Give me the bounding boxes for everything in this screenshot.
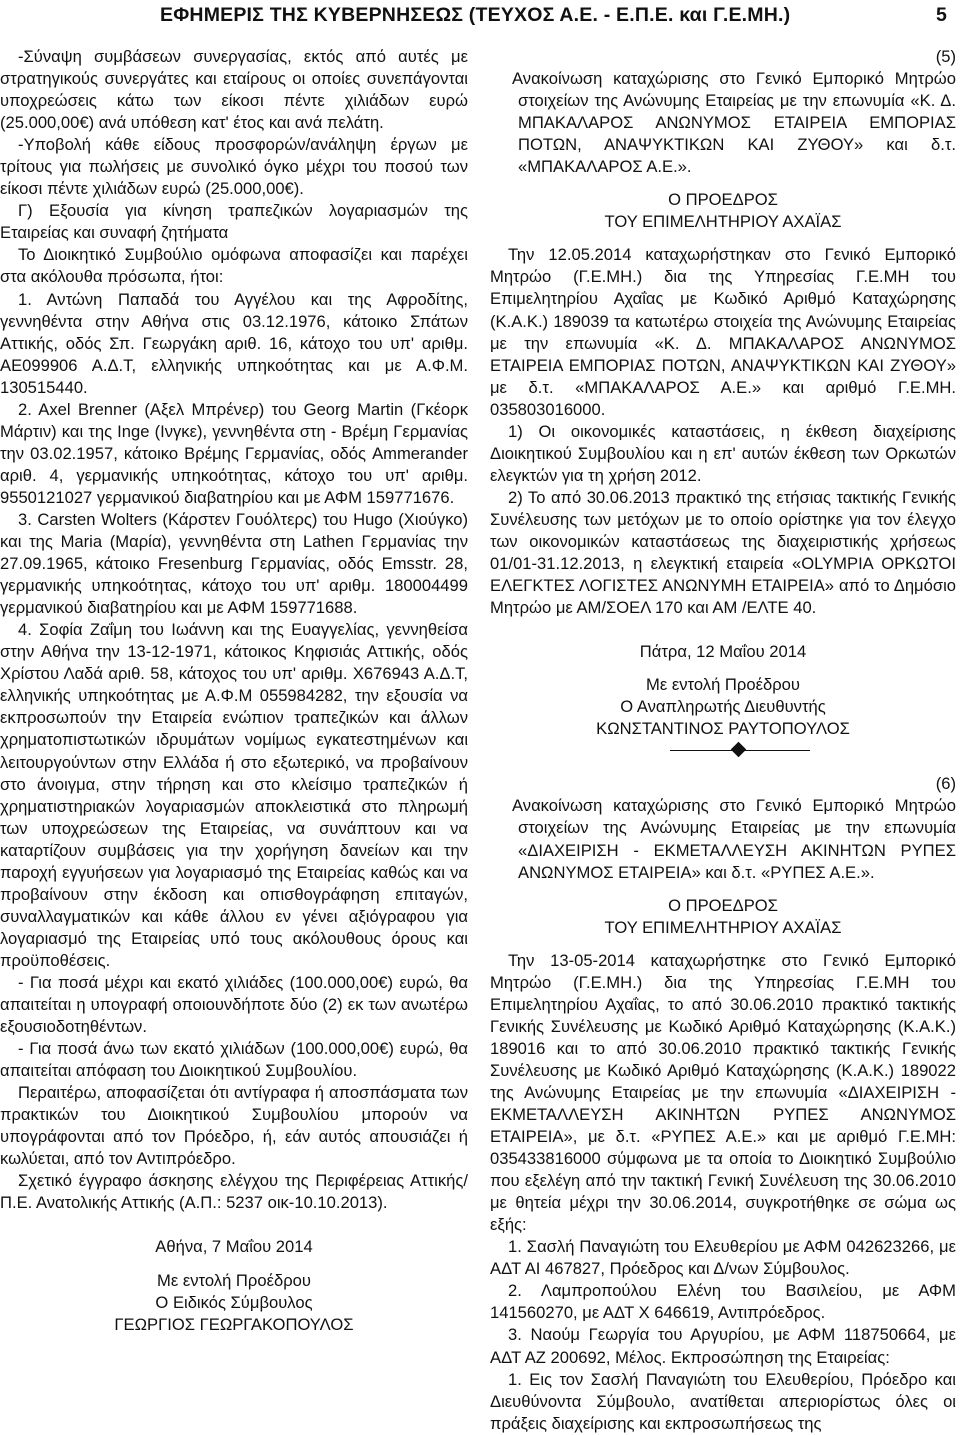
signature-date: Αθήνα, 7 Μαΐου 2014 [155, 1237, 313, 1257]
paragraph: - Για ποσά άνω των εκατό χιλιάδων (100.000,00€) ευρώ, θα απαιτείται απόφαση του Διοικητικού Συμβουλίου. [0, 1039, 468, 1081]
section-separator [490, 740, 956, 762]
paragraph: 1. Σασλή Παναγιώτη του Ελευθερίου με ΑΦΜ 042623266, με ΑΔΤ ΑΙ 467827, Πρόεδρος και Δ/νων Σύμβουλος. [490, 1237, 956, 1279]
paragraph: Το Διοικητικό Συμβούλιο ομόφωνα αποφασίζει και παρέχει στα ακόλουθα πρόσωπα, ήτοι: [0, 245, 468, 287]
paragraph: 2) Το από 30.06.2013 πρακτικό της ετήσιας τακτικής Γενικής Συνέλευσης των μετόχων με το οποίο ορίστηκε για τον έλεγχο των οικονομικών καταστάσεως της διαχειριστικής χρήσεως 01/01-31.12.2013, η ελεγκτική εταιρεία «OLYMPIA ΟΡΚΩΤΟΙ ΕΛΕΓΚΤΕΣ ΛΟΓΙΣΤΕΣ ΑΝΩΝΥΜΗ ΕΤΑΙΡΕΙΑ» από το Δημόσιο Μητρώο με ΑΜ/ΣΟΕΛ 170 και ΑΜ /ΕΛΤΕ 40. [490, 487, 956, 618]
person-entry: 1. Αντώνη Παπαδά του Αγγέλου και της Αφροδίτης, γεννηθέντα στην Αθήνα στις 03.12.1976, κάτοικο Σπάτων Αττικής, οδός Σπ. Γεωργάκη αριθ. 16, κάτοχο του υπ' αριθμ. ΑΕ099906 Α.Δ.Τ, ελληνικής υπηκοότητας και με Α.Φ.Μ. 130515440. [0, 289, 468, 397]
announcement-title: Ανακοίνωση καταχώρισης στο Γενικό Εμπορικό Μητρώο στοιχείων της Ανώνυμης Εταιρείας με την επωνυμία «ΔΙΑΧΕΙΡΙΣΗ - ΕΚΜΕΤΑΛΛΕΥΣΗ ΑΚΙΝΗΤΩΝ ΡΥΠΕΣ ΑΝΩΝΥΜΟΣ ΕΤΑΙΡΕΙΑ» και δ.τ. «ΡΥΠΕΣ Α.Ε.». [512, 796, 956, 882]
paragraph: Την 12.05.2014 καταχωρήστηκαν στο Γενικό Εμπορικό Μητρώο (Γ.Ε.ΜΗ.) δια της Υπηρεσίας Γ.Ε.ΜΗ του Επιμελητηρίου Αχαΐας με Κωδικό Αριθμό Καταχώρησης (Κ.Α.Κ.) 189039 τα κατωτέρω στοιχεία της Ανώνυμης Εταιρείας με την επωνυμία «Κ. Δ. ΜΠΑΚΑΛΑΡΟΣ ΑΝΩΝΥΜΟΣ ΕΤΑΙΡΕΙΑ ΕΜΠΟΡΙΑΣ ΠΟΤΩΝ, ΑΝΑΨΥΚΤΙΚΩΝ ΚΑΙ ΖΥΘΟΥ» με δ.τ. «ΜΠΑΚΑΛΑΡΟΣ Α.Ε.» και αριθμό Γ.Ε.ΜΗ. 035803016000. [490, 245, 956, 419]
signature-date: Πάτρα, 12 Μαΐου 2014 [639, 642, 807, 662]
section-heading: Γ) Εξουσία για κίνηση τραπεζικών λογαριασμών της Εταιρείας και συναφή ζητήματα [0, 201, 468, 243]
announcement-number: (5) [935, 47, 956, 66]
signature-name: ΚΩΝΣΤΑΝΤΙΝΟΣ ΡΑΥΤΟΠΟΥΛΟΣ [596, 719, 850, 739]
paragraph: 2. Λαμπροπούλου Ελένη του Βασιλείου, με ΑΦΜ 141560270, με ΑΔΤ Χ 646619, Αντιπρόεδρος. [490, 1281, 956, 1323]
header-title: ΕΦΗΜΕΡΙΣ ΤΗΣ ΚΥΒΕΡΝΗΣΕΩΣ (ΤΕΥΧΟΣ Α.Ε. - Ε.Π.Ε. και Γ.Ε.ΜΗ.) [160, 4, 791, 26]
person-entry: 4. Σοφία Ζαΐμη του Ιωάννη και της Ευαγγελίας, γεννηθείσα στην Αθήνα την 13-12-1971, κάτοικος Κηφισιάς Αττικής, οδός Χρίστου Λαδά αριθ. 58, κάτοχος του υπ' αριθμ. Χ676943 Α.Δ.Τ, ελληνικής υπηκοότητας με Α.Φ.Μ 055984282, την εξουσία να εκπροσωπούν την Εταιρεία ενώπιον τραπεζικών και άλλων χρηματοπιστωτικών ιδρυμάτων νομίμως εγκατεστημένων και λειτουργούντων στην Ελλάδα ή στο εξωτερικό, να προβαίνουν στο άνοιγμα, στην τήρηση και στο κλείσιμο τραπεζικών ή χρηματιστηριακών λογαριασμών αποκλειστικά στο πληρωμή των υποχρεώσεων της Εταιρείας, να συνάπτουν και να καταρτίζουν συμβάσεις για την χορήγηση δανείων και την παροχή εγγυήσεων για λογαριασμό της Εταιρείας καθώς και να προβαίνουν στην έκδοση και οπισθογράφηση επιταγών, συναλλαγματικών και κάθε άλλου εν γένει αξιόγραφου για λογαριασμό της Εταιρείας υπό τους ακόλουθους όρους και προϋποθέσεις. [0, 620, 468, 970]
right-column [490, 46, 956, 1435]
signature-line: Με εντολή Προέδρου [157, 1270, 311, 1290]
announcement-heading: ΤΟΥ ΕΠΙΜΕΛΗΤΗΡΙΟΥ ΑΧΑΪΑΣ [604, 212, 842, 232]
signature-line: Με εντολή Προέδρου [646, 675, 800, 695]
announcement-title: Ανακοίνωση καταχώρισης στο Γενικό Εμπορικό Μητρώο στοιχείων της Ανώνυμης Εταιρείας με την επωνυμία «Κ. Δ. ΜΠΑΚΑΛΑΡΟΣ ΑΝΩΝΥΜΟΣ ΕΤΑΙΡΕΙΑ ΕΜΠΟΡΙΑΣ ΠΟΤΩΝ, ΑΝΑΨΥΚΤΙΚΩΝ ΚΑΙ ΖΥΘΟΥ» και δ.τ. «ΜΠΑΚΑΛΑΡΟΣ Α.Ε.». [512, 69, 956, 177]
announcement-number: (6) [935, 774, 956, 794]
paragraph: -Υποβολή κάθε είδους προσφορών/ανάληψη έργων με τρίτους για πωλήσεις με συνολικό όγκο μέχρι του ποσού των είκοσι πέντε χιλιάδων ευρώ (25.000,00€). [0, 135, 468, 199]
signature-name: ΓΕΩΡΓΙΟΣ ΓΕΩΡΓΑΚΟΠΟΥΛΟΣ [114, 1314, 354, 1334]
announcement-heading: Ο ΠΡΟΕΔΡΟΣ [668, 895, 778, 915]
announcement-heading: Ο ΠΡΟΕΔΡΟΣ [668, 190, 778, 210]
paragraph: -Σύναψη συμβάσεων συνεργασίας, εκτός από αυτές με στρατηγικούς συνεργάτες και εταίρους οι οποίες συνεπάγονται υποχρεώσεις κάτω των είκοσι πέντε χιλιάδων ευρώ (25.000,00€) ανά υπόθεση κατ' έτος και ανά πελάτη. [0, 47, 468, 133]
paragraph: Την 13-05-2014 καταχωρήστηκε στο Γενικό Εμπορικό Μητρώο (Γ.Ε.ΜΗ.) δια της Υπηρεσίας Γ.Ε.ΜΗ του Επιμελητηρίου Αχαΐας, το από 30.06.2010 πρακτικό τακτικής Γενικής Συνέλευσης με Κωδικό Αριθμό Καταχώρησης (Κ.Α.Κ.) 189016 και το από 30.06.2010 πρακτικό τακτικής Γενικής Συνέλευσης με Κωδικό Αριθμό Καταχώρησης (Κ.Α.Κ.) 189022 της Ανώνυμης Εταιρείας με την επωνυμία «ΔΙΑΧΕΙΡΙΣΗ - ΕΚΜΕΤΑΛΛΕΥΣΗ ΑΚΙΝΗΤΩΝ ΡΥΠΕΣ ΑΝΩΝΥΜΟΣ ΕΤΑΙΡΕΙΑ», με δ.τ. «ΡΥΠΕΣ Α.Ε.» και με αριθμό Γ.Ε.ΜΗ: 035433816000 σύμφωνα με τα οποία το Διοικητικό Συμβούλιο που εξελέγη από την τακτική Γενική Συνέλευση της 30.06.2010 με θητεία μέχρι την 30.06.2014, συγκροτήθηκε σε σώμα ως εξής: [490, 950, 956, 1235]
person-entry: 2. Axel Brenner (Αξελ Μπρένερ) του Georg Martin (Γκέορκ Μάρτιν) και της Inge (Ινγκε), γεννηθέντα στη - Βρέμη Γερμανίας την 03.02.1957, κάτοικο Βρέμης Γερμανίας, οδός Ammerander αριθ. 4, γερμανικής υπηκοότητας, κάτοχο του υπ' αριθμ. 9550121027 γερμανικού διαβατηρίου και με ΑΦΜ 159771676. [0, 399, 468, 507]
paragraph: - Για ποσά μέχρι και εκατό χιλιάδες (100.000,00€) ευρώ, θα απαιτείται η υπογραφή οποιουνδήποτε δύο (2) εκ των ανωτέρω εξουσιοδοτηθέντων. [0, 972, 468, 1037]
paragraph: 1) Οι οικονομικές καταστάσεις, η έκθεση διαχείρισης Διοικητικού Συμβουλίου και η επ' αυτών έκθεση των Ορκωτών ελεγκτών για τη χρήση 2012. [490, 421, 956, 485]
paragraph: 3. Ναούμ Γεωργία του Αργυρίου, με ΑΦΜ 118750664, με ΑΔΤ ΑΖ 200692, Μέλος. Εκπροσώπηση της Εταιρείας: [490, 1325, 956, 1367]
diamond-icon [731, 742, 747, 758]
paragraph: 1. Εις τον Σασλή Παναγιώτη του Ελευθερίου, Πρόεδρο και Διευθύνοντα Σύμβουλο, ανατίθεται απεριορίστως όλες οι πράξεις διαχείρισης και εκπροσωπήσεως της [490, 1369, 956, 1433]
person-entry: 3. Carsten Wolters (Κάρστεν Γουόλτερς) του Hugo (Χιούγκο) και της Maria (Μαρία), γεννηθέντα στη Lathen Γερμανίας την 27.09.1965, κάτοικο Fresenburg Γερμανίας, οδός Emsstr. 28, γερμανικής υπηκοότητας, κάτοχο του υπ' αριθμ. 180004499 γερμανικού διαβατηρίου και με ΑΦΜ 159771688. [0, 509, 468, 618]
page-number: 5 [936, 4, 947, 26]
signature-line: Ο Αναπληρωτής Διευθυντής [620, 697, 826, 717]
left-column [0, 46, 468, 1336]
paragraph: Περαιτέρω, αποφασίζεται ότι αντίγραφα ή αποσπάσματα των πρακτικών του Διοικητικού Συμβουλίου μπορούν να υπογράφονται από τον Πρόεδρο, ή, εάν αυτός απουσιάζει ή κωλύεται, από τον Αντιπρόεδρο. [0, 1083, 468, 1169]
signature-line: Ο Ειδικός Σύμβουλος [155, 1292, 313, 1312]
announcement-heading: ΤΟΥ ΕΠΙΜΕΛΗΤΗΡΙΟΥ ΑΧΑΪΑΣ [604, 917, 842, 937]
paragraph: Σχετικό έγγραφο άσκησης ελέγχου της Περιφέρειας Αττικής/Π.Ε. Ανατολικής Αττικής (Α.Π.: 5237 οικ-10.10.2013). [0, 1171, 468, 1213]
page-header [0, 0, 960, 38]
